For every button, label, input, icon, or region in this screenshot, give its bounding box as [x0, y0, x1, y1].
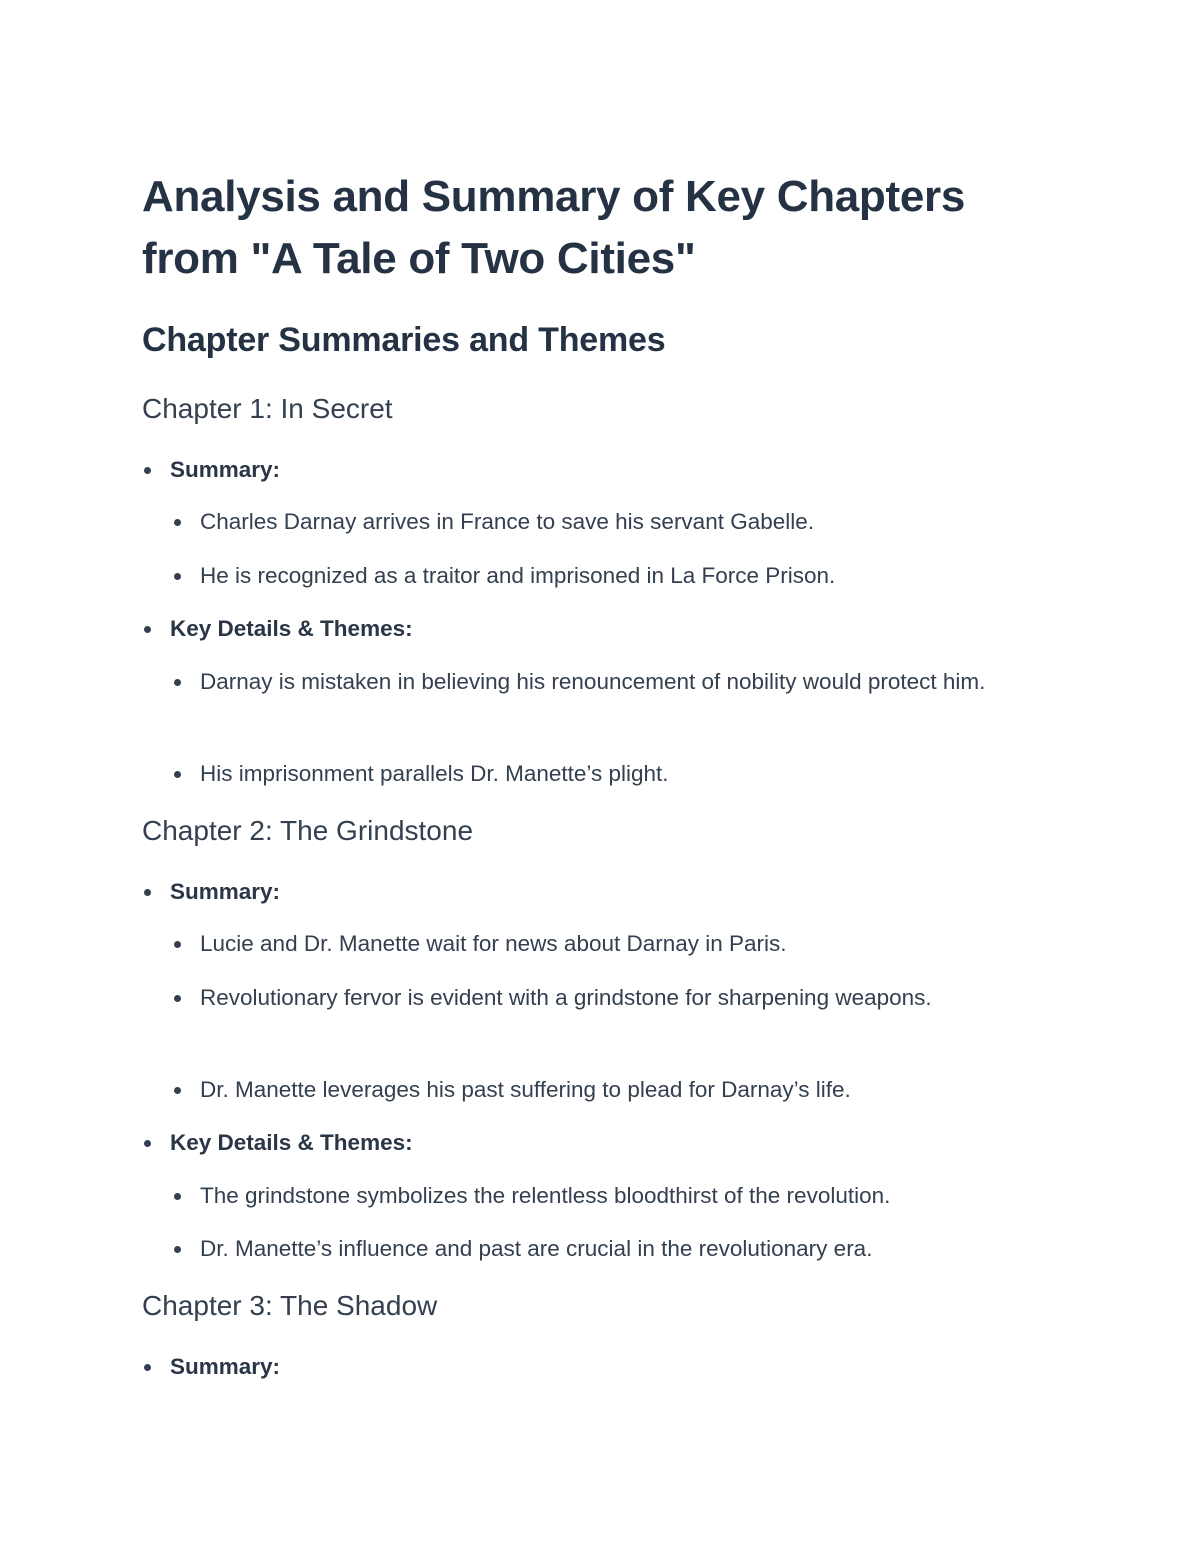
bullet-icon — [174, 941, 181, 948]
list-item: He is recognized as a traitor and imprisoned in La Force Prison. — [200, 557, 1040, 595]
document-page — [142, 166, 1072, 1379]
list-item: Charles Darnay arrives in France to save his servant Gabelle. — [200, 503, 1040, 541]
chapter-2-summary-label: Summary: — [170, 873, 280, 911]
chapter-2-heading: Chapter 2: The Grindstone — [142, 815, 474, 846]
list-item: Lucie and Dr. Manette wait for news about Darnay in Paris. — [200, 925, 1040, 963]
list-item: Revolutionary fervor is evident with a grindstone for sharpening weapons. — [200, 979, 1040, 1017]
chapter-1-themes-label: Key Details & Themes: — [170, 610, 413, 648]
bullet-icon — [144, 1364, 151, 1371]
chapter-3-heading: Chapter 3: The Shadow — [142, 1290, 438, 1321]
chapter-1-summary-label: Summary: — [170, 451, 280, 489]
list-item: The grindstone symbolizes the relentless bloodthirst of the revolution. — [200, 1177, 1040, 1215]
section-heading: Chapter Summaries and Themes — [142, 321, 666, 359]
list-item: Dr. Manette’s influence and past are crucial in the revolutionary era. — [200, 1230, 1040, 1268]
bullet-icon — [174, 995, 181, 1002]
bullet-icon — [174, 573, 181, 580]
chapter-1-heading: Chapter 1: In Secret — [142, 393, 393, 424]
list-item: Darnay is mistaken in believing his renouncement of nobility would protect him. — [200, 663, 1040, 701]
document-title: Analysis and Summary of Key Chapters from "A Tale of Two Cities" — [142, 172, 966, 283]
list-item: His imprisonment parallels Dr. Manette’s plight. — [200, 755, 1040, 793]
chapter-2-themes-label: Key Details & Themes: — [170, 1124, 413, 1162]
bullet-icon — [144, 1140, 151, 1147]
bullet-icon — [174, 1087, 181, 1094]
bullet-icon — [174, 679, 181, 686]
bullet-icon — [174, 1246, 181, 1253]
chapter-3-summary-label: Summary: — [170, 1348, 280, 1386]
bullet-icon — [174, 519, 181, 526]
bullet-icon — [144, 626, 151, 633]
bullet-icon — [174, 771, 181, 778]
list-item: Dr. Manette leverages his past suffering to plead for Darnay’s life. — [200, 1071, 1040, 1109]
bullet-icon — [144, 889, 151, 896]
bullet-icon — [144, 467, 151, 474]
bullet-icon — [174, 1193, 181, 1200]
